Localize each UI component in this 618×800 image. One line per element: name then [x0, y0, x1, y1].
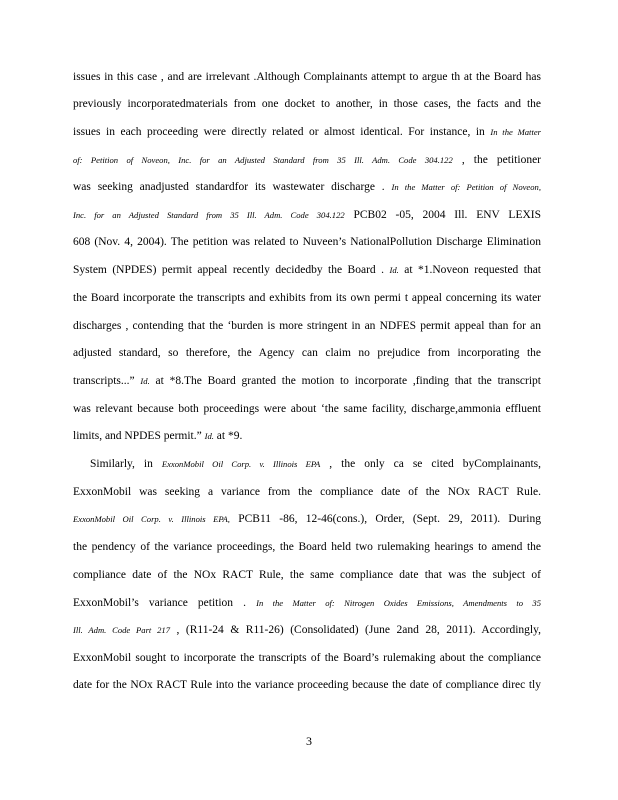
- line-text: ExxonMobil sought to incorporate the transcripts of the Board’s rulemaking about the compliance: [73, 652, 541, 664]
- text-line: [73, 232, 541, 252]
- line-text: date for the NOx RACT Rule into the variance proceeding because the date of compliance direc tly: [73, 679, 541, 691]
- citation-text: Id.: [389, 265, 399, 275]
- line-text: 608 (Nov. 4, 2004). The petition was related to Nuveen’s NationalPollution Discharge Elimination: [73, 236, 541, 248]
- text-line: [73, 399, 541, 419]
- line-text: the pendency of the variance proceedings, the Board held two rulemaking hearings to amend the: [73, 541, 541, 553]
- text-line: [73, 316, 541, 336]
- line-text: PCB11 -86, 12-46(cons.), Order, (Sept. 29, 2011). During: [229, 513, 541, 525]
- page-number: 3: [306, 734, 312, 748]
- citation-text: Id.: [204, 431, 214, 441]
- line-text: PCB02 -05, 2004 Ill. ENV LEXIS: [344, 209, 541, 221]
- line-text: ExxonMobil’s variance petition .: [73, 597, 257, 609]
- text-line: [73, 343, 541, 363]
- text-line: [73, 509, 541, 529]
- line-text: ExxonMobil was seeking a variance from the compliance date of the NOx RACT Rule.: [73, 486, 541, 498]
- line-text: System (NPDES) permit appeal recently decidedby the Board .: [73, 264, 390, 276]
- citation-text: In the Matter of: Petition of Noveon,: [391, 182, 541, 192]
- text-line: [73, 426, 541, 446]
- text-line: [73, 177, 541, 197]
- citation-text: of: Petition of Noveon, Inc. for an Adjusted Standard from 35 Ill. Adm. Code 304.122: [73, 155, 453, 165]
- line-text: the Board incorporate the transcripts and exhibits from its own permi t appeal concerning its water: [73, 292, 541, 304]
- line-text: at *8.The Board granted the motion to incorporate ,finding that the transcript: [149, 375, 541, 387]
- text-line: [73, 620, 541, 640]
- text-line: [73, 67, 541, 87]
- line-text: issues in each proceeding were directly related or almost identical. For instance, in: [73, 126, 491, 138]
- citation-text: ExxonMobil Oil Corp. v. Illinois EPA: [161, 459, 321, 469]
- line-text: adjusted standard, so therefore, the Agency can claim no prejudice from incorporating the: [73, 347, 541, 359]
- line-text: Similarly, in: [90, 458, 162, 470]
- text-line: [90, 454, 541, 474]
- line-text: , the petitioner: [452, 154, 541, 166]
- text-line: [73, 648, 541, 668]
- text-line: [73, 205, 541, 225]
- line-text: was relevant because both proceedings were about ‘the same facility, discharge,ammonia effluent: [73, 403, 541, 415]
- citation-text: ExxonMobil Oil Corp. v. Illinois EPA,: [73, 514, 230, 524]
- line-text: limits, and NPDES permit.”: [73, 430, 205, 442]
- line-text: discharges , contending that the ‘burden is more stringent in an NDFES permit appeal than for an: [73, 320, 541, 332]
- text-line: [73, 482, 541, 502]
- line-text: at *9.: [213, 430, 243, 442]
- text-line: [73, 260, 541, 280]
- text-line: [73, 537, 541, 557]
- text-line: [73, 593, 541, 613]
- text-line: [73, 94, 541, 114]
- text-line: [73, 122, 541, 142]
- text-line: [73, 371, 541, 391]
- citation-text: Id.: [140, 376, 150, 386]
- text-line: [73, 565, 541, 585]
- citation-text: In the Matter: [490, 127, 541, 137]
- citation-text: Inc. for an Adjusted Standard from 35 Ill. Adm. Code 304.122: [73, 210, 345, 220]
- line-text: , (R11-24 & R11-26) (Consolidated) (June 2and 28, 2011). Accordingly,: [170, 624, 541, 636]
- line-text: at *1.Noveon requested that: [398, 264, 541, 276]
- citation-text: In the Matter of: Nitrogen Oxides Emissions, Amendments to 35: [256, 598, 541, 608]
- line-text: compliance date of the NOx RACT Rule, the same compliance date that was the subject of: [73, 569, 541, 581]
- citation-text: Ill. Adm. Code Part 217: [73, 625, 170, 635]
- line-text: issues in this case , and are irrelevant .Although Complainants attempt to argue th at the Board has: [73, 71, 541, 83]
- line-text: was seeking anadjusted standardfor its wastewater discharge .: [73, 181, 392, 193]
- text-line: [73, 288, 541, 308]
- line-text: transcripts...”: [73, 375, 141, 387]
- line-text: , the only ca se cited byComplainants,: [320, 458, 541, 470]
- text-line: [73, 675, 541, 695]
- text-line: [73, 150, 541, 170]
- line-text: previously incorporatedmaterials from one docket to another, in those cases, the facts and the: [73, 98, 541, 110]
